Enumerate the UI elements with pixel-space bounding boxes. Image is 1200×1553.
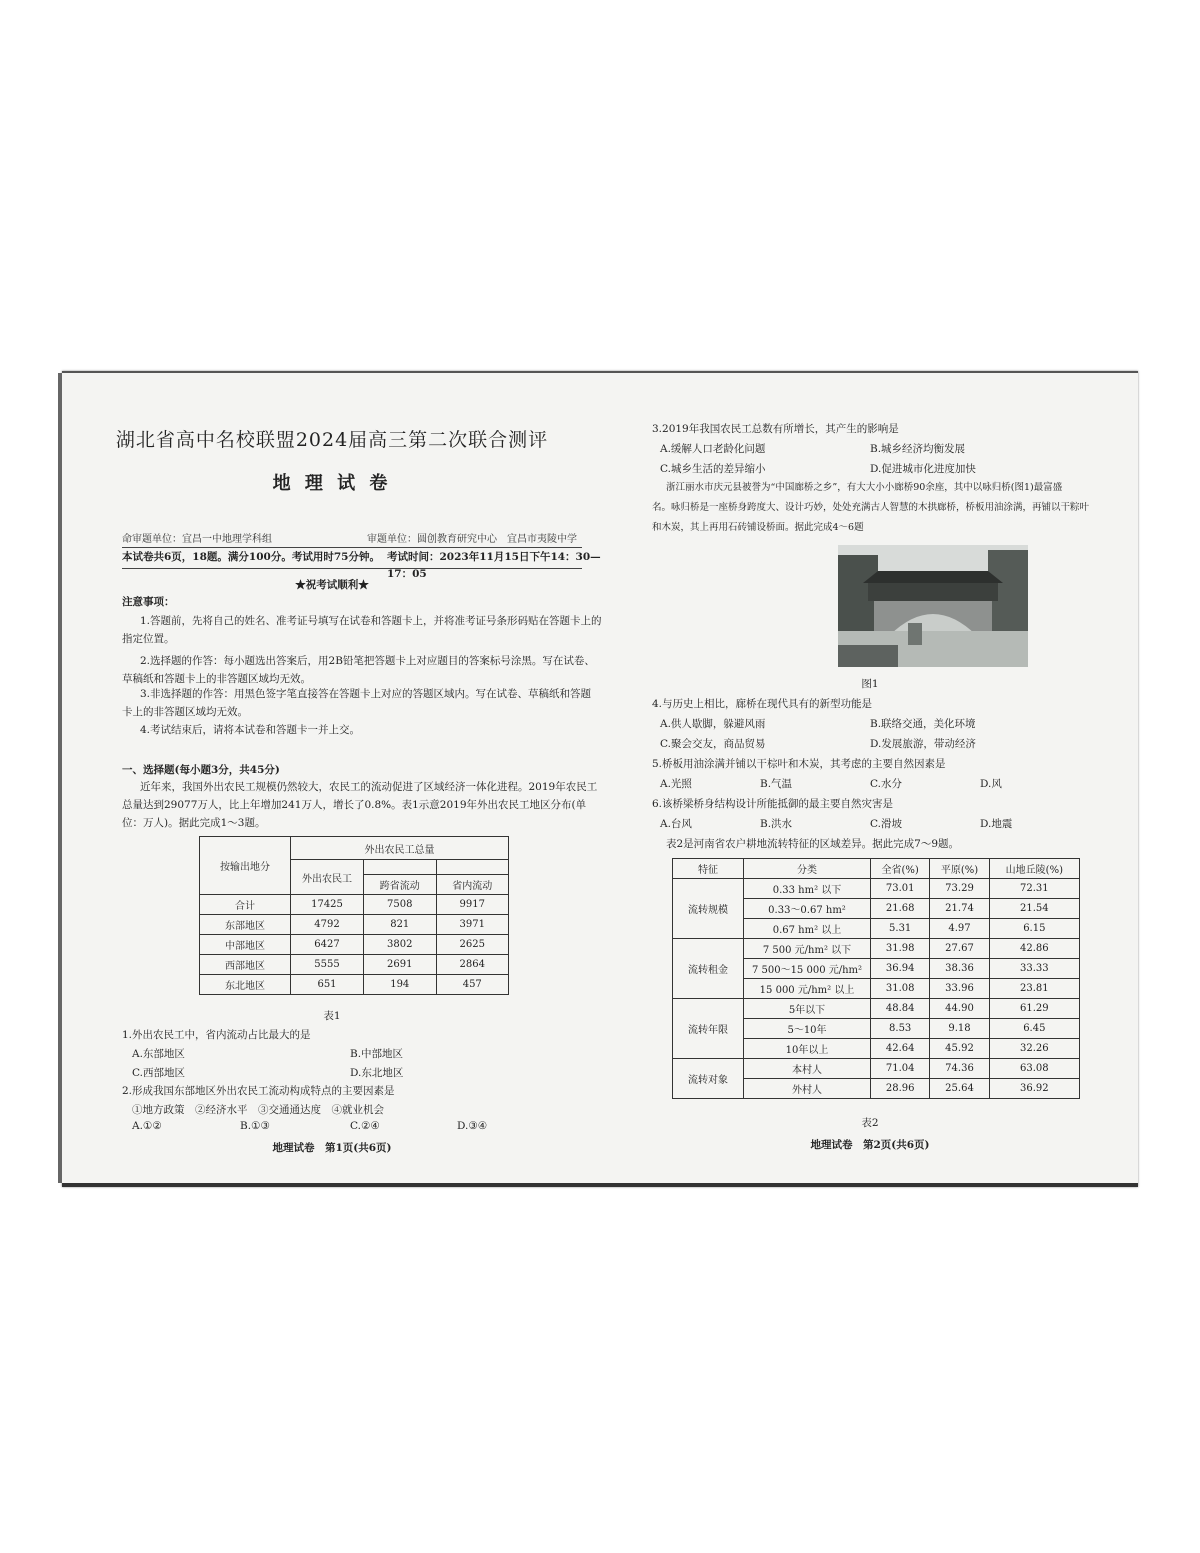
page-2 bbox=[602, 373, 1138, 1183]
table-row: 外村人 28.96 25.64 36.92 bbox=[673, 1079, 1080, 1099]
table-1-caption: 表1 bbox=[323, 1010, 341, 1022]
q4-option-a: A.供人歇脚，躲避风雨 bbox=[660, 718, 766, 730]
table-2-caption: 表2 bbox=[861, 1117, 879, 1129]
q5-option-b: B.气温 bbox=[760, 778, 793, 790]
q1-option-b: B.中部地区 bbox=[350, 1048, 404, 1060]
header-region: 按输出地分 bbox=[200, 837, 291, 895]
exam-sheet bbox=[62, 371, 1138, 1187]
setter-unit: 命审题单位：宜昌一中地理学科组 bbox=[122, 534, 272, 545]
notice-line: 2.选择题的作答：每小题选出答案后，用2B铅笔把答题卡上对应题目的答案标号涂黑。写在试卷、 bbox=[140, 655, 595, 667]
question-3: 3.2019年我国农民工总数有所增长，其产生的影响是 bbox=[652, 423, 899, 435]
table-1 bbox=[199, 836, 509, 995]
table-row: 7 500～15 000 元/hm² 36.94 38.36 33.33 bbox=[673, 959, 1080, 979]
table-row: 东部地区 4792 821 3971 bbox=[200, 915, 509, 935]
header-rule bbox=[122, 547, 582, 548]
header-within: 省内流动 bbox=[436, 875, 509, 895]
q1-option-a: A.东部地区 bbox=[132, 1048, 185, 1060]
intro-line: 位：万人)。据此完成1～3题。 bbox=[122, 817, 266, 829]
q6-option-b: B.洪水 bbox=[760, 818, 793, 830]
table-row: 15 000 元/hm² 以上 31.08 33.96 23.81 bbox=[673, 979, 1080, 999]
notice-line: 草稿纸和答题卡上的非答题区域均无效。 bbox=[122, 673, 311, 685]
q4-option-d: D.发展旅游，带动经济 bbox=[870, 738, 976, 750]
q5-option-c: C.水分 bbox=[870, 778, 902, 790]
info-rule bbox=[122, 568, 582, 569]
table-row: 0.33～0.67 hm² 21.68 21.74 21.54 bbox=[673, 899, 1080, 919]
intro-line: 总量达到29077万人，比上年增加241万人，增长了0.8%。表1示意2019年外出农民工地区分布(单 bbox=[122, 799, 587, 811]
figure-1-caption: 图1 bbox=[861, 678, 879, 690]
table-row: 合计 17425 7508 9917 bbox=[200, 895, 509, 915]
question-1: 1.外出农民工中，省内流动占比最大的是 bbox=[122, 1029, 311, 1041]
intro-line: 浙江丽水市庆元县被誉为“中国廊桥之乡”，有大大小小廊桥90余座，其中以咏归桥(图1)最富盛 bbox=[666, 482, 1063, 493]
q6-option-d: D.地震 bbox=[980, 818, 1013, 830]
q3-option-b: B.城乡经济均衡发展 bbox=[870, 443, 966, 455]
q2-items: ①地方政策 ②经济水平 ③交通通达度 ④就业机会 bbox=[132, 1104, 384, 1116]
notice-line: 指定位置。 bbox=[122, 633, 175, 645]
q6-option-a: A.台风 bbox=[660, 818, 692, 830]
table-row: 流转对象 本村人 71.04 74.36 63.08 bbox=[673, 1059, 1080, 1079]
table-row: 5～10年 8.53 9.18 6.45 bbox=[673, 1019, 1080, 1039]
question-4: 4.与历史上相比，廊桥在现代具有的新型功能是 bbox=[652, 698, 873, 710]
table-row: 10年以上 42.64 45.92 32.26 bbox=[673, 1039, 1080, 1059]
page-footer: 地理试卷 第1页(共6页) bbox=[272, 1142, 392, 1154]
q2-option-c: C.②④ bbox=[350, 1120, 380, 1132]
q3-option-a: A.缓解人口老龄化问题 bbox=[660, 443, 766, 455]
q6-option-c: C.滑坡 bbox=[870, 818, 902, 830]
intro-line: 近年来，我国外出农民工规模仍然较大，农民工的流动促进了区域经济一体化进程。2019年农民工 bbox=[140, 781, 598, 793]
table-row: 中部地区 6427 3802 2625 bbox=[200, 935, 509, 955]
header-migrant: 外出农民工 bbox=[291, 860, 364, 895]
q5-option-d: D.风 bbox=[980, 778, 1002, 790]
notice-line: 4.考试结束后，请将本试卷和答题卡一并上交。 bbox=[140, 724, 361, 736]
question-5: 5.桥板用油涂满并铺以干棕叶和木炭，其考虑的主要自然因素是 bbox=[652, 758, 946, 770]
reviewer-unit: 审题单位：圆创教育研究中心 宜昌市夷陵中学 bbox=[367, 534, 577, 545]
page-1 bbox=[62, 373, 602, 1183]
q4-option-b: B.联络交通，美化环境 bbox=[870, 718, 976, 730]
notice-line: 1.答题前，先将自己的姓名、准考证号填写在试卷和答题卡上，并将准考证号条形码贴在答题卡上的 bbox=[140, 615, 602, 627]
q2-option-a: A.①② bbox=[132, 1120, 162, 1132]
subject-title: 地 理 试 卷 bbox=[272, 473, 392, 494]
header-total: 外出农民工总量 bbox=[291, 837, 509, 860]
table-row: 流转年限 5年以下 48.84 44.90 61.29 bbox=[673, 999, 1080, 1019]
exam-time: 考试时间：2023年11月15日下午14：30—17：05 bbox=[387, 551, 601, 580]
table-row: 0.67 hm² 以上 5.31 4.97 6.15 bbox=[673, 919, 1080, 939]
covered-bridge-photo bbox=[838, 545, 1028, 667]
good-luck: ★祝考试顺利★ bbox=[295, 579, 369, 591]
exam-title: 湖北省高中名校联盟2024届高三第二次联合测评 bbox=[115, 429, 549, 451]
q4-option-c: C.聚会交友，商品贸易 bbox=[660, 738, 766, 750]
table-row: 流转规模 0.33 hm² 以下 73.01 73.29 72.31 bbox=[673, 879, 1080, 899]
q2-option-d: D.③④ bbox=[457, 1120, 488, 1132]
group-label: 流转对象 bbox=[673, 1059, 744, 1099]
section-heading: 一、选择题(每小题3分，共45分) bbox=[122, 764, 280, 776]
table-header-row: 特征 分类 全省(%) 平原(%) 山地丘陵(%) bbox=[673, 859, 1080, 879]
notice-line: 3.非选择题的作答：用黑色签字笔直接答在答题卡上对应的答题区域内。写在试卷、草稿纸和答题 bbox=[140, 688, 592, 700]
q3-option-d: D.促进城市化进度加快 bbox=[870, 463, 976, 475]
notice-title: 注意事项： bbox=[122, 596, 175, 608]
table-2 bbox=[672, 858, 1080, 1099]
exam-info: 本试卷共6页，18题。满分100分。考试用时75分钟。 bbox=[122, 551, 380, 563]
q2-option-b: B.①③ bbox=[240, 1120, 270, 1132]
table-row: 流转租金 7 500 元/hm² 以下 31.98 27.67 42.86 bbox=[673, 939, 1080, 959]
intro-line: 和木炭，其上再用石砖铺设桥面。据此完成4～6题 bbox=[652, 522, 864, 533]
q3-option-c: C.城乡生活的差异缩小 bbox=[660, 463, 766, 475]
table-row: 西部地区 5555 2691 2864 bbox=[200, 955, 509, 975]
intro-line: 名。咏归桥是一座桥身跨度大、设计巧妙，处处充满古人智慧的木拱廊桥，桥板用油涂满，再铺以干粽叶 bbox=[652, 502, 1090, 513]
table-2-intro: 表2是河南省农户耕地流转特征的区域差异。据此完成7～9题。 bbox=[666, 838, 960, 850]
bridge-illustration bbox=[838, 545, 1028, 667]
group-label: 流转租金 bbox=[673, 939, 744, 999]
q5-option-a: A.光照 bbox=[660, 778, 692, 790]
group-label: 流转规模 bbox=[673, 879, 744, 939]
page-footer: 地理试卷 第2页(共6页) bbox=[810, 1139, 930, 1151]
group-label: 流转年限 bbox=[673, 999, 744, 1059]
q1-option-c: C.西部地区 bbox=[132, 1067, 185, 1079]
question-2: 2.形成我国东部地区外出农民工流动构成特点的主要因素是 bbox=[122, 1085, 395, 1097]
notice-line: 卡上的非答题区域均无效。 bbox=[122, 706, 248, 718]
table-row: 东北地区 651 194 457 bbox=[200, 975, 509, 995]
header-cross: 跨省流动 bbox=[364, 875, 437, 895]
q1-option-d: D.东北地区 bbox=[350, 1067, 404, 1079]
question-6: 6.该桥梁桥身结构设计所能抵御的最主要自然灾害是 bbox=[652, 798, 894, 810]
